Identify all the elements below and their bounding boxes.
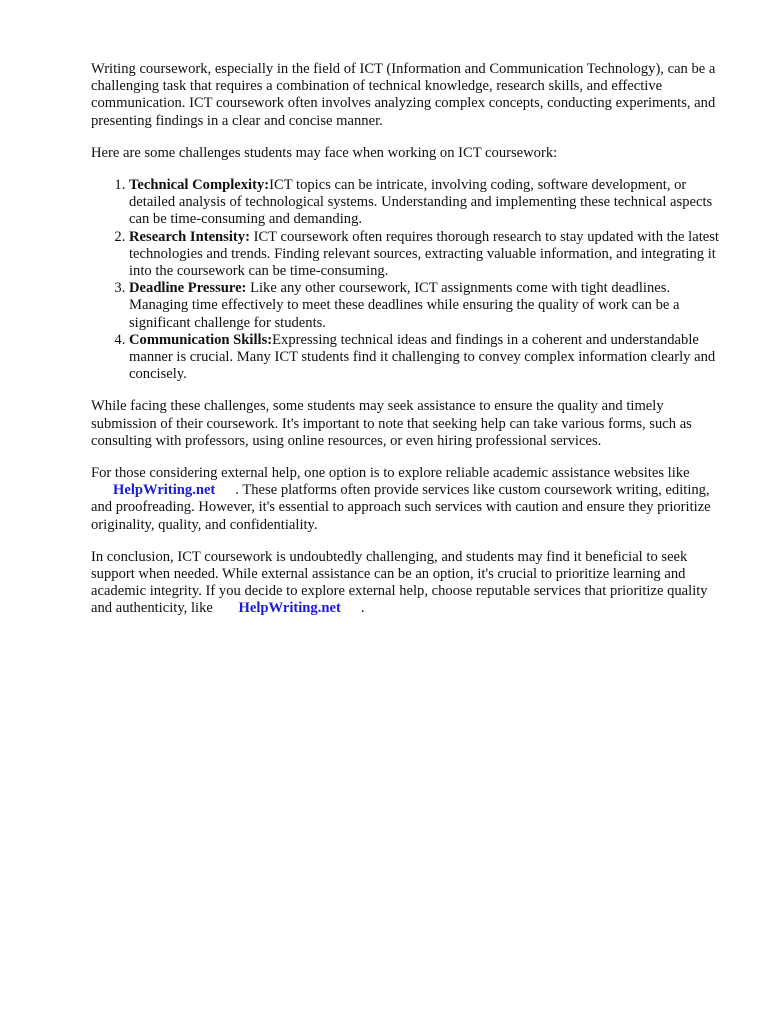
helpwriting-link-conclusion[interactable]: HelpWriting.net <box>238 600 341 617</box>
list-item-term: Technical Complexity: <box>129 177 270 194</box>
helpwriting-link[interactable]: HelpWriting.net <box>113 482 216 499</box>
list-item <box>129 229 731 281</box>
list-item-term: Research Intensity: <box>129 228 250 245</box>
external-help-paragraph <box>91 465 731 534</box>
list-item-term: Communication Skills: <box>129 331 273 348</box>
external-help-text-before: For those considering external help, one option is to explore reliable academic assistance websites like <box>91 465 690 482</box>
list-item-term: Deadline Pressure: <box>129 280 247 297</box>
conclusion-paragraph <box>91 549 731 618</box>
list-item-text: Like any other coursework, ICT assignments come with tight deadlines. Managing time effectively to meet these deadlines while ensuring the quality of work can be a significant challenge for students. <box>129 280 680 331</box>
intro-paragraph: Writing coursework, especially in the field of ICT (Information and Communication Technology), can be a challenging task that requires a combination of technical knowledge, research skills, and effective communication. ICT coursework often involves analyzing complex concepts, conducting experiments, and presenting findings in a clear and concise manner. <box>91 61 716 129</box>
document-page <box>91 61 731 633</box>
challenges-list <box>91 177 731 383</box>
conclusion-text-before: In conclusion, ICT coursework is undoubtedly challenging, and students may find it beneficial to seek support when needed. While external assistance can be an option, it's crucial to prioritize learning and academic integrity. If you decide to explore external help, choose reputable services that prioritize quality and authenticity, like <box>91 548 708 617</box>
conclusion-text-after: . <box>360 600 365 617</box>
list-item <box>129 280 731 332</box>
assistance-paragraph: While facing these challenges, some students may seek assistance to ensure the quality and timely submission of their coursework. It's important to note that seeking help can take various forms, such as consulting with professors, using online resources, or even hiring professional services. <box>91 398 692 449</box>
challenges-intro: Here are some challenges students may face when working on ICT coursework: <box>91 144 558 161</box>
list-item-text: ICT topics can be intricate, involving coding, software development, or detailed analysis of technological systems. Understanding and implementing these technical aspects can be time-consuming and demanding. <box>129 177 713 228</box>
list-item <box>129 332 731 384</box>
list-item <box>129 177 731 229</box>
external-help-text-after: . These platforms often provide services like custom coursework writing, editing, and proofreading. However, it's essential to approach such services with caution and ensure they prioritize originality, quality, and confidentiality. <box>91 482 711 533</box>
list-item-text: Expressing technical ideas and findings in a coherent and understandable manner is crucial. Many ICT students find it challenging to convey complex information clearly and concisely. <box>129 331 716 383</box>
list-item-text: ICT coursework often requires thorough research to stay updated with the latest technologies and trends. Finding relevant sources, extracting valuable information, and integrating it into the coursework can be time-consuming. <box>129 228 719 280</box>
